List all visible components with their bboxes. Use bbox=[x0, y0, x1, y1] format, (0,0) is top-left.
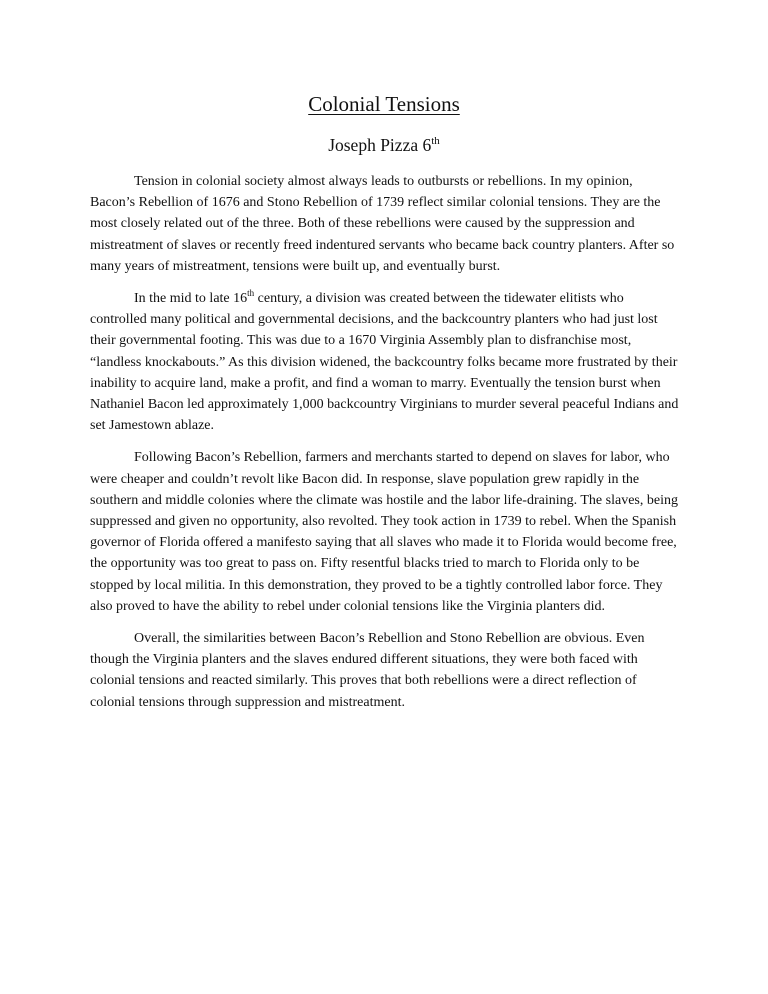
document-body bbox=[90, 171, 680, 724]
paragraph-4 bbox=[90, 628, 680, 713]
ordinal-superscript: th bbox=[247, 288, 255, 299]
author-line bbox=[0, 132, 768, 158]
paragraph-2 bbox=[90, 288, 680, 436]
paragraph-text: Following Bacon’s Rebellion, farmers and merchants started to depend on slaves for labor, who were cheaper and couldn’t revolt like Bacon did. In response, slave population grew rapidly in the southern and middle colonies where the climate was hostile and the labor life-draining. The slaves, being suppressed and given no opportunity, also revolted. They took action in 1739 to rebel. When the Spanish governor of Florida offered a manifesto saying that all slaves who made it to Florida would become free, the opportunity was too great to pass on. Fifty resentful blacks tried to march to Florida only to be stopped by local militia. In this demonstration, they proved to be a tightly controlled labor force. They also proved to have the ability to rebel under colonial tensions like the Virginia planters did. bbox=[90, 450, 678, 614]
author-superscript: th bbox=[431, 135, 440, 147]
paragraph-text: Tension in colonial society almost always leads to outbursts or rebellions. In my opinion, Bacon’s Rebellion of 1676 and Stono Rebellion of 1739 reflect similar colonial tensions. They are the most closely related out of the three. Both of these rebellions were caused by the suppression and mistreatment of slaves or recently freed indentured servants who became back country planters. After so many years of mistreatment, tensions were built up, and eventually burst. bbox=[90, 174, 675, 274]
document-title: Colonial Tensions bbox=[308, 92, 460, 116]
paragraph-3 bbox=[90, 447, 680, 617]
paragraph-text: century, a division was created between the tidewater elitists who controlled many political and governmental decisions, and the backcountry planters who had just lost their governmental footing. This was due to a 1670 Virginia Assembly plan to disfranchise most, “landless knockabouts.” As this division widened, the backcountry folks became more frustrated by their inability to acquire land, make a profit, and find a woman to marry. Eventually the tension burst when Nathaniel Bacon led approximately 1,000 backcountry Virginians to murder several peaceful Indians and set Jamestown ablaze. bbox=[90, 291, 679, 434]
paragraph-1 bbox=[90, 171, 680, 277]
author-name: Joseph Pizza 6 bbox=[328, 135, 432, 155]
paragraph-text: Overall, the similarities between Bacon’s Rebellion and Stono Rebellion are obvious. Even though the Virginia planters and the slaves endured different situations, they were both faced with colonial tensions and reacted similarly. This proves that both rebellions were a direct reflection of colonial tensions through suppression and mistreatment. bbox=[90, 631, 645, 710]
paragraph-text: In the mid to late 16 bbox=[134, 291, 248, 307]
